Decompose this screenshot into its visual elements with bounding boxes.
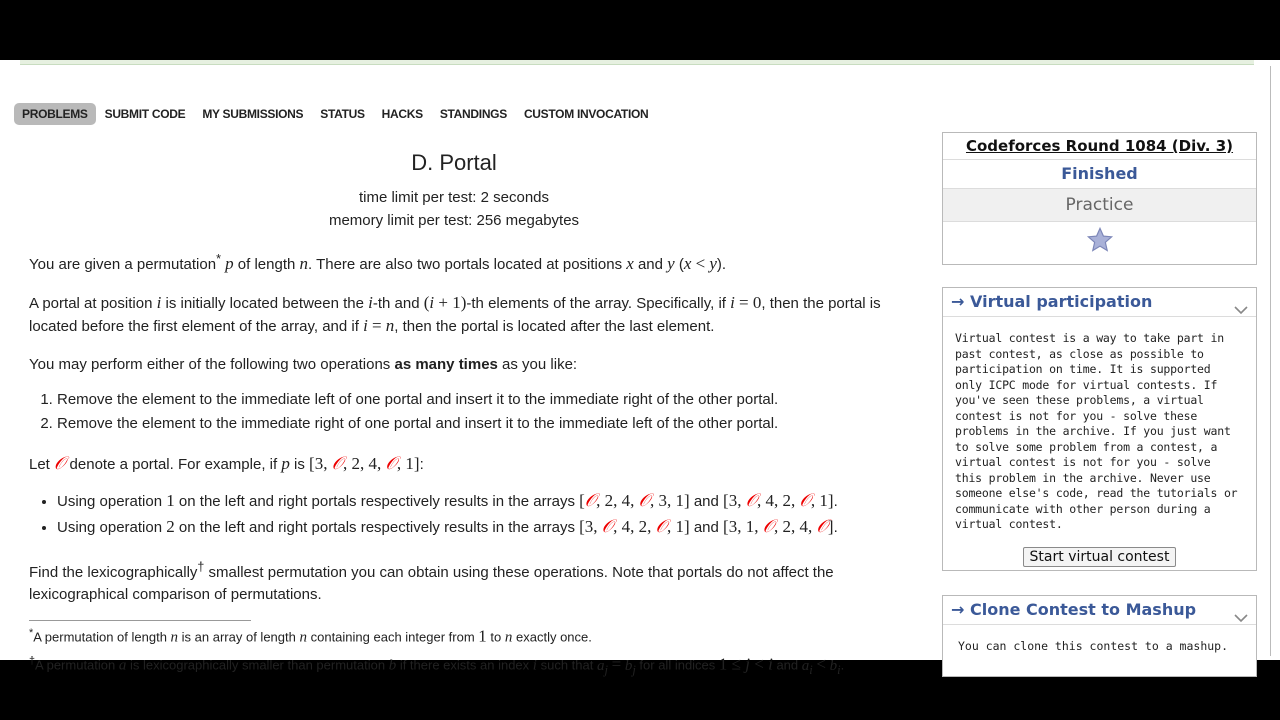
page <box>0 60 1280 677</box>
statement-paragraph-5: Find the lexicographically† smallest permutation you can obtain using these operations. Note that portals do not affect the lexicographical comparison of permutations. <box>29 560 834 603</box>
list-item: • Using operation 2 on the left and right portals respectively results in the arrays [3, 𝒪, 4, 2, 𝒪, 1] and [3, 1, 𝒪, 2, 4, 𝒪]. <box>57 514 899 540</box>
tab-status[interactable]: STATUS <box>320 107 365 121</box>
top-divider <box>20 60 1254 65</box>
virtual-participation-box <box>942 287 1257 571</box>
examples-list <box>29 488 899 540</box>
favorite-star[interactable] <box>943 222 1256 262</box>
statement-paragraph-3: You may perform either of the following two operations as many times as you like: <box>29 356 578 373</box>
tab-my-submissions[interactable]: MY SUBMISSIONS <box>202 107 304 121</box>
statement-paragraph-2: A portal at position i is initially located between the i-th and (i + 1)-th elements of the array. Specifically, if i = 0, then the portal is located before the first element of the array, and if i = n, then the portal is located after the last element. <box>29 293 881 335</box>
memory-limit: memory limit per test: 256 megabytes <box>328 212 580 229</box>
star-icon[interactable] <box>1086 226 1114 258</box>
tab-hacks[interactable]: HACKS <box>381 107 423 121</box>
list-item: • Using operation 1 on the left and right portals respectively results in the arrays [𝒪, 2, 4, 𝒪, 3, 1] and [3, 𝒪, 4, 2, 𝒪, 1]. <box>57 488 899 514</box>
time-limit: time limit per test: 2 seconds <box>358 189 550 206</box>
problem-title: D. Portal <box>411 150 497 175</box>
list-item: 2. Remove the element to the immediate right of one portal and insert it to the immediate left of the other portal. <box>57 412 899 436</box>
start-virtual-contest-button[interactable]: Start virtual contest <box>1023 547 1177 567</box>
virtual-participation-header[interactable]: → Virtual participation <box>943 288 1256 317</box>
footnote-1: *A permutation of length n is an array of length n containing each integer from 1 to n exactly once. <box>29 626 592 646</box>
operations-list <box>29 388 899 436</box>
footnote-2: †A permutation a is lexicographically smaller than permutation b if there exists an index i such that $a_j = b_j$ for all indices 1 ≤ j < i and $a_i < b_i$. <box>29 654 845 677</box>
chevron-down-icon[interactable] <box>1234 604 1248 632</box>
statement-paragraph-1: You are given a permutation* p of length n. There are also two portals located at positions x and y (x < y). <box>29 252 727 273</box>
clone-contest-box <box>942 595 1257 677</box>
clone-contest-text: You can clone this contest to a mashup. <box>958 639 1229 653</box>
contest-status: Finished <box>943 160 1256 189</box>
tab-custom-invocation[interactable]: CUSTOM INVOCATION <box>523 107 649 121</box>
contest-mode: Practice <box>943 189 1256 222</box>
list-item: 1. Remove the element to the immediate left of one portal and insert it to the immediate right of the other portal. <box>57 388 899 412</box>
statement-paragraph-4: Let 𝒪 denote a portal. For example, if p is [3, 𝒪, 2, 4, 𝒪, 1]: <box>29 453 424 473</box>
contest-name-link[interactable]: Codeforces Round 1084 (Div. 3) <box>943 133 1256 160</box>
clone-contest-header[interactable]: → Clone Contest to Mashup <box>943 596 1256 625</box>
tab-standings[interactable]: STANDINGS <box>439 107 507 121</box>
chevron-down-icon[interactable] <box>1234 296 1248 324</box>
contest-info-box <box>942 132 1257 265</box>
vertical-scrollbar[interactable] <box>1262 60 1280 660</box>
problem-statement <box>29 150 899 682</box>
tab-problems[interactable]: PROBLEMS <box>14 103 96 125</box>
virtual-participation-text: Virtual contest is a way to take part in past contest, as close as possible to participation on time. It is supported only ICPC mode for virtual contests. If you've seen these problems, a virtual contest is not for you - solve these problems in the archive. If you just want to solve some problem from a contest, a virtual contest is not for you - solve this problem in the archive. Never use someone else's code, read the tutorials or communicate with other person during a virtual contest. <box>955 331 1238 531</box>
tab-submit-code[interactable]: SUBMIT CODE <box>104 107 186 121</box>
problem-menu <box>14 103 657 125</box>
